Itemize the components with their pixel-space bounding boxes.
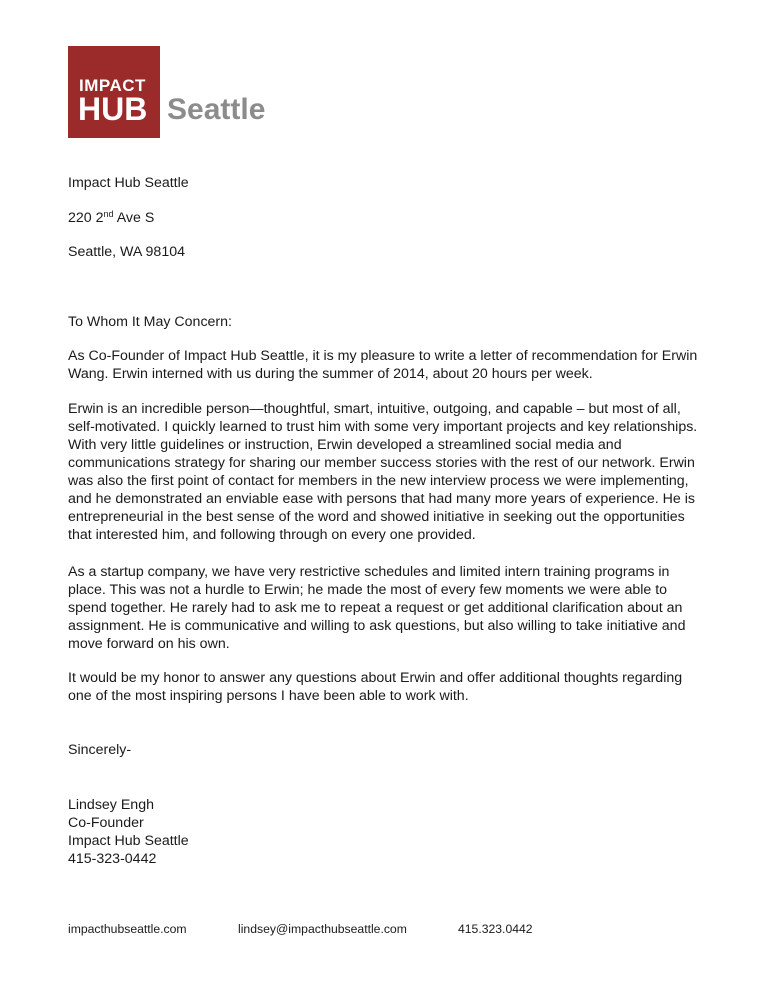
signature-phone: 415-323-0442 bbox=[68, 851, 157, 867]
greeting: To Whom It May Concern: bbox=[68, 314, 232, 330]
paragraph-2: Erwin is an incredible person—thoughtful, smart, intuitive, outgoing, and capable – but most of all, self-motivated. I quickly learned to trust him with some very important projects and key relationships. With very little guidelines or instruction, Erwin developed a streamlined social media and communications strategy for sharing our member success stories with the rest of our network. Erwin was also the first point of contact for members in the new interview process we were implementing, and he demonstrated an enviable ease with persons that had many more years of experience. He is entrepreneurial in the best sense of the word and showed initiative in seeking out the opportunities that interested him, and following through on every one provided. bbox=[68, 401, 698, 543]
signature-name: Lindsey Engh bbox=[68, 797, 154, 813]
paragraph-4: It would be my honor to answer any questions about Erwin and offer additional thoughts regarding one of the most inspiring persons I have been able to work with. bbox=[68, 670, 683, 704]
paragraph-1: As Co-Founder of Impact Hub Seattle, it is my pleasure to write a letter of recommendation for Erwin Wang. Erwin interned with us during the summer of 2014, about 20 hours per week. bbox=[68, 348, 698, 382]
impact-hub-logo bbox=[68, 46, 266, 138]
paragraph-3: As a startup company, we have very restrictive schedules and limited intern training programs in place. This was not a hurdle to Erwin; he made the most of every few moments we were able to spend together. He rarely had to ask me to repeat a request or get additional clarification about an assignment. He is communicative and willing to ask questions, but also willing to take initiative and move forward on his own. bbox=[68, 564, 686, 652]
signature-organization: Impact Hub Seattle bbox=[68, 833, 189, 849]
logo-hub-text: HUB bbox=[78, 91, 148, 127]
signature-block bbox=[68, 796, 708, 868]
street-suffix: nd bbox=[103, 209, 114, 219]
street-rest: Ave S bbox=[113, 210, 155, 226]
logo-impact-text: IMPACT bbox=[79, 76, 146, 95]
address-line-2 bbox=[68, 209, 708, 227]
address-line-3: Seattle, WA 98104 bbox=[68, 244, 185, 260]
footer-website-link[interactable]: impacthubseattle.com bbox=[68, 922, 187, 936]
logo-red-box bbox=[68, 46, 266, 138]
footer-phone: 415.323.0442 bbox=[458, 922, 533, 936]
closing: Sincerely- bbox=[68, 742, 132, 758]
signature-title: Co-Founder bbox=[68, 815, 144, 831]
logo-seattle-text: Seattle bbox=[167, 93, 266, 126]
street-number: 220 2 bbox=[68, 210, 104, 226]
footer-email-link[interactable]: lindsey@impacthubseattle.com bbox=[238, 922, 407, 936]
address-line-1: Impact Hub Seattle bbox=[68, 175, 189, 191]
